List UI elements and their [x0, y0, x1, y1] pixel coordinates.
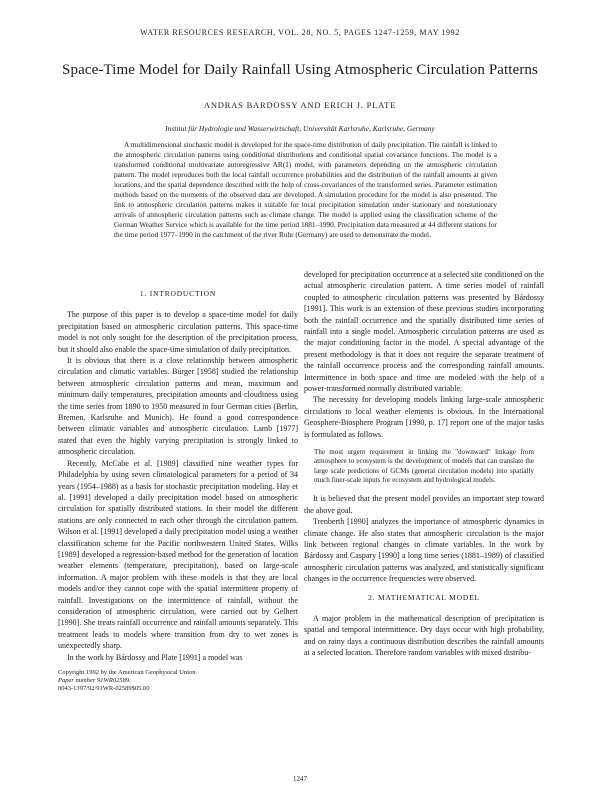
author-affiliation: Institut für Hydrologie und Wasserwirtschaft, Universität Karlsruhe, Karlsruhe, Germany [165, 124, 435, 133]
article-authors: ANDRAS BARDOSSY AND ERICH J. PLATE [203, 100, 397, 110]
intro-paragraph-5: developed for precipitation occurrence at a selected site conditioned on the actual atmospheric circulation pattern. A time series model of rainfall coupled to atmospheric circulation patterns was presented by Bárdossy [1991]. This work is an extension of these previous studies incorporating both the rainfall occurrence and the spatially distributed time series of rainfall into a single model. Atmospheric circulation patterns are used as the major conditioning factor in the model. A special advantage of the present methodology is that it does not require the separate treatment of the rainfall occurrence process and the corresponding rainfall amounts. Intermittence in both space and time are modeled with the help of a power-transformed normally distributed variable. [304, 270, 544, 394]
block-quote: The most urgent requirement in linking the "downward" linkage from atmosphere to ecosystem is the development of models that can translate the large scale predictions of GCMs (general circulation models) into spatially much finer-scale inputs for ecosystem and hydrological models. [314, 448, 534, 484]
intro-paragraph-8: Trenberth [1990] analyzes the importance of atmospheric dynamics in climate change. He also states that atmospheric circulation is the major link between regional changes in climate variables. In the work by Bárdossy and Caspary [1990] a long time series (1881–1989) of classified atmospheric circulation patterns was analyzed, and statistically significant changes in the occurrence frequencies were observed. [304, 517, 544, 584]
journal-header: WATER RESOURCES RESEARCH, VOL. 28, NO. 5, PAGES 1247-1259, MAY 1992 [140, 28, 460, 37]
intro-paragraph-3: Recently, McCabe et al. [1989] classified nine weather types for Philadelphia by using seven climatological parameters for a period of 34 years (1954–1988) as a basis for stochastic precipitation modeling. Hay et al. [1991] developed a daily precipitation model based on atmospheric circulation for spatially distributed stations. In their model the different stations are only connected to each other through the circulation pattern. Wilson et al. [1991] developed a daily precipitation model using a weather classification scheme for the Pacific northwestern United States. Wilks [1989] developed a regression-based method for the generation of location weather elements (temperature, precipitation), based on large-scale information. A major problem with these models is that they are local models and/or they cannot cope with the spatial intermittent property of rainfall. Investigations on the intermittence of rainfall, without the consideration of atmospheric circulation, were carried out by Gelhert [1990]. She treats rainfall occurrence and rainfall amounts separately. This treatment leads to models where transition from dry to wet zones is unexpectedly sharp. [58, 458, 298, 651]
intro-paragraph-6: The necessity for developing models linking large-scale atmospheric circulations to local weather elements is obvious. In the International Geosphere-Biosphere Program [1990, p. 17] report one of the major tasks is formulated as follows. [304, 395, 544, 439]
section-heading-introduction: 1. INTRODUCTION [139, 289, 217, 298]
intro-paragraph-4: In the work by Bárdossy and Plate [1991] a model was [67, 652, 243, 662]
intro-paragraph-1: The purpose of this paper is to develop a space-time model for daily precipitation based on atmospheric circulation patterns. This space-time model is not only sought for the description of the precipitation process, but it should also enable the space-time simulation of daily precipitation. [58, 310, 298, 354]
abstract [114, 140, 497, 240]
left-column [58, 288, 298, 693]
footnote-issn: 0043-1397/92/91WR-02589$05.00 [58, 685, 150, 692]
intro-paragraph-2: It is obvious that there is a close relationship between atmospheric circulation and climatic variables. Bürger [1958] studied the relationship between atmospheric circulation patterns and mean, maximum and minimum daily temperatures, precipitation amounts and cloudiness using the time series from 1890 to 1950 measured in four German cities (Berlin, Bremen, Karlsruhe and Munich). He found a good correspondence between climatic variables and atmospheric circulation. Lamb [1977] stated that even the highly varying precipitation is strongly linked to atmospheric circulation. [58, 356, 298, 457]
model-paragraph-1: A major problem in the mathematical description of precipitation is spatial and temporal intermittence. Dry days occur with high probability, and on rainy days a continuous distribution describes the rainfall amounts at a selected location. Therefore random variables with mixed distribu- [304, 613, 544, 658]
footnote-copyright: Copyright 1992 by the American Geophysical Union. [58, 669, 198, 676]
page-number: 1247 [293, 775, 307, 783]
intro-paragraph-7: It is believed that the present model provides an important step toward the above goal. [304, 494, 544, 515]
right-column [304, 269, 544, 659]
abstract-text: A multidimensional stochastic model is developed for the space-time distribution of daily precipitation. The rainfall is linked to the atmospheric circulation patterns using conditional distributions and conditional spatial covariance functions. The model is a transformed conditional multivariate autoregressive AR(1) model, with parameters depending on the atmospheric circulation pattern. The model reproduces both the local rainfall occurrence probabilities and the distribution of the rainfall amounts at given locations, and the spatial dependence described with the help of cross-covariances of the transformed series. Parameter estimation methods based on the moments of the observed data are developed. A simulation procedure for the model is also presented. The link to atmospheric circulation patterns makes it suitable for local precipitation simulation under stationary and nonstationary arrivals of atmospheric circulation patterns such as climate change. The model is applied using the classification scheme of the German Weather Service which is available for the time period 1881–1990. Precipitation data measured at 44 different stations for the time period 1977–1990 in the catchment of the river Ruhr (Germany) are used to demonstrate the model. [114, 140, 497, 239]
section-heading-mathematical-model: 2. MATHEMATICAL MODEL [368, 592, 480, 602]
article-title: Space-Time Model for Daily Rainfall Using Atmospheric Circulation Patterns [62, 62, 538, 78]
footnote [58, 669, 298, 693]
footnote-paper-number: Paper number 91WR02589. [58, 677, 131, 684]
